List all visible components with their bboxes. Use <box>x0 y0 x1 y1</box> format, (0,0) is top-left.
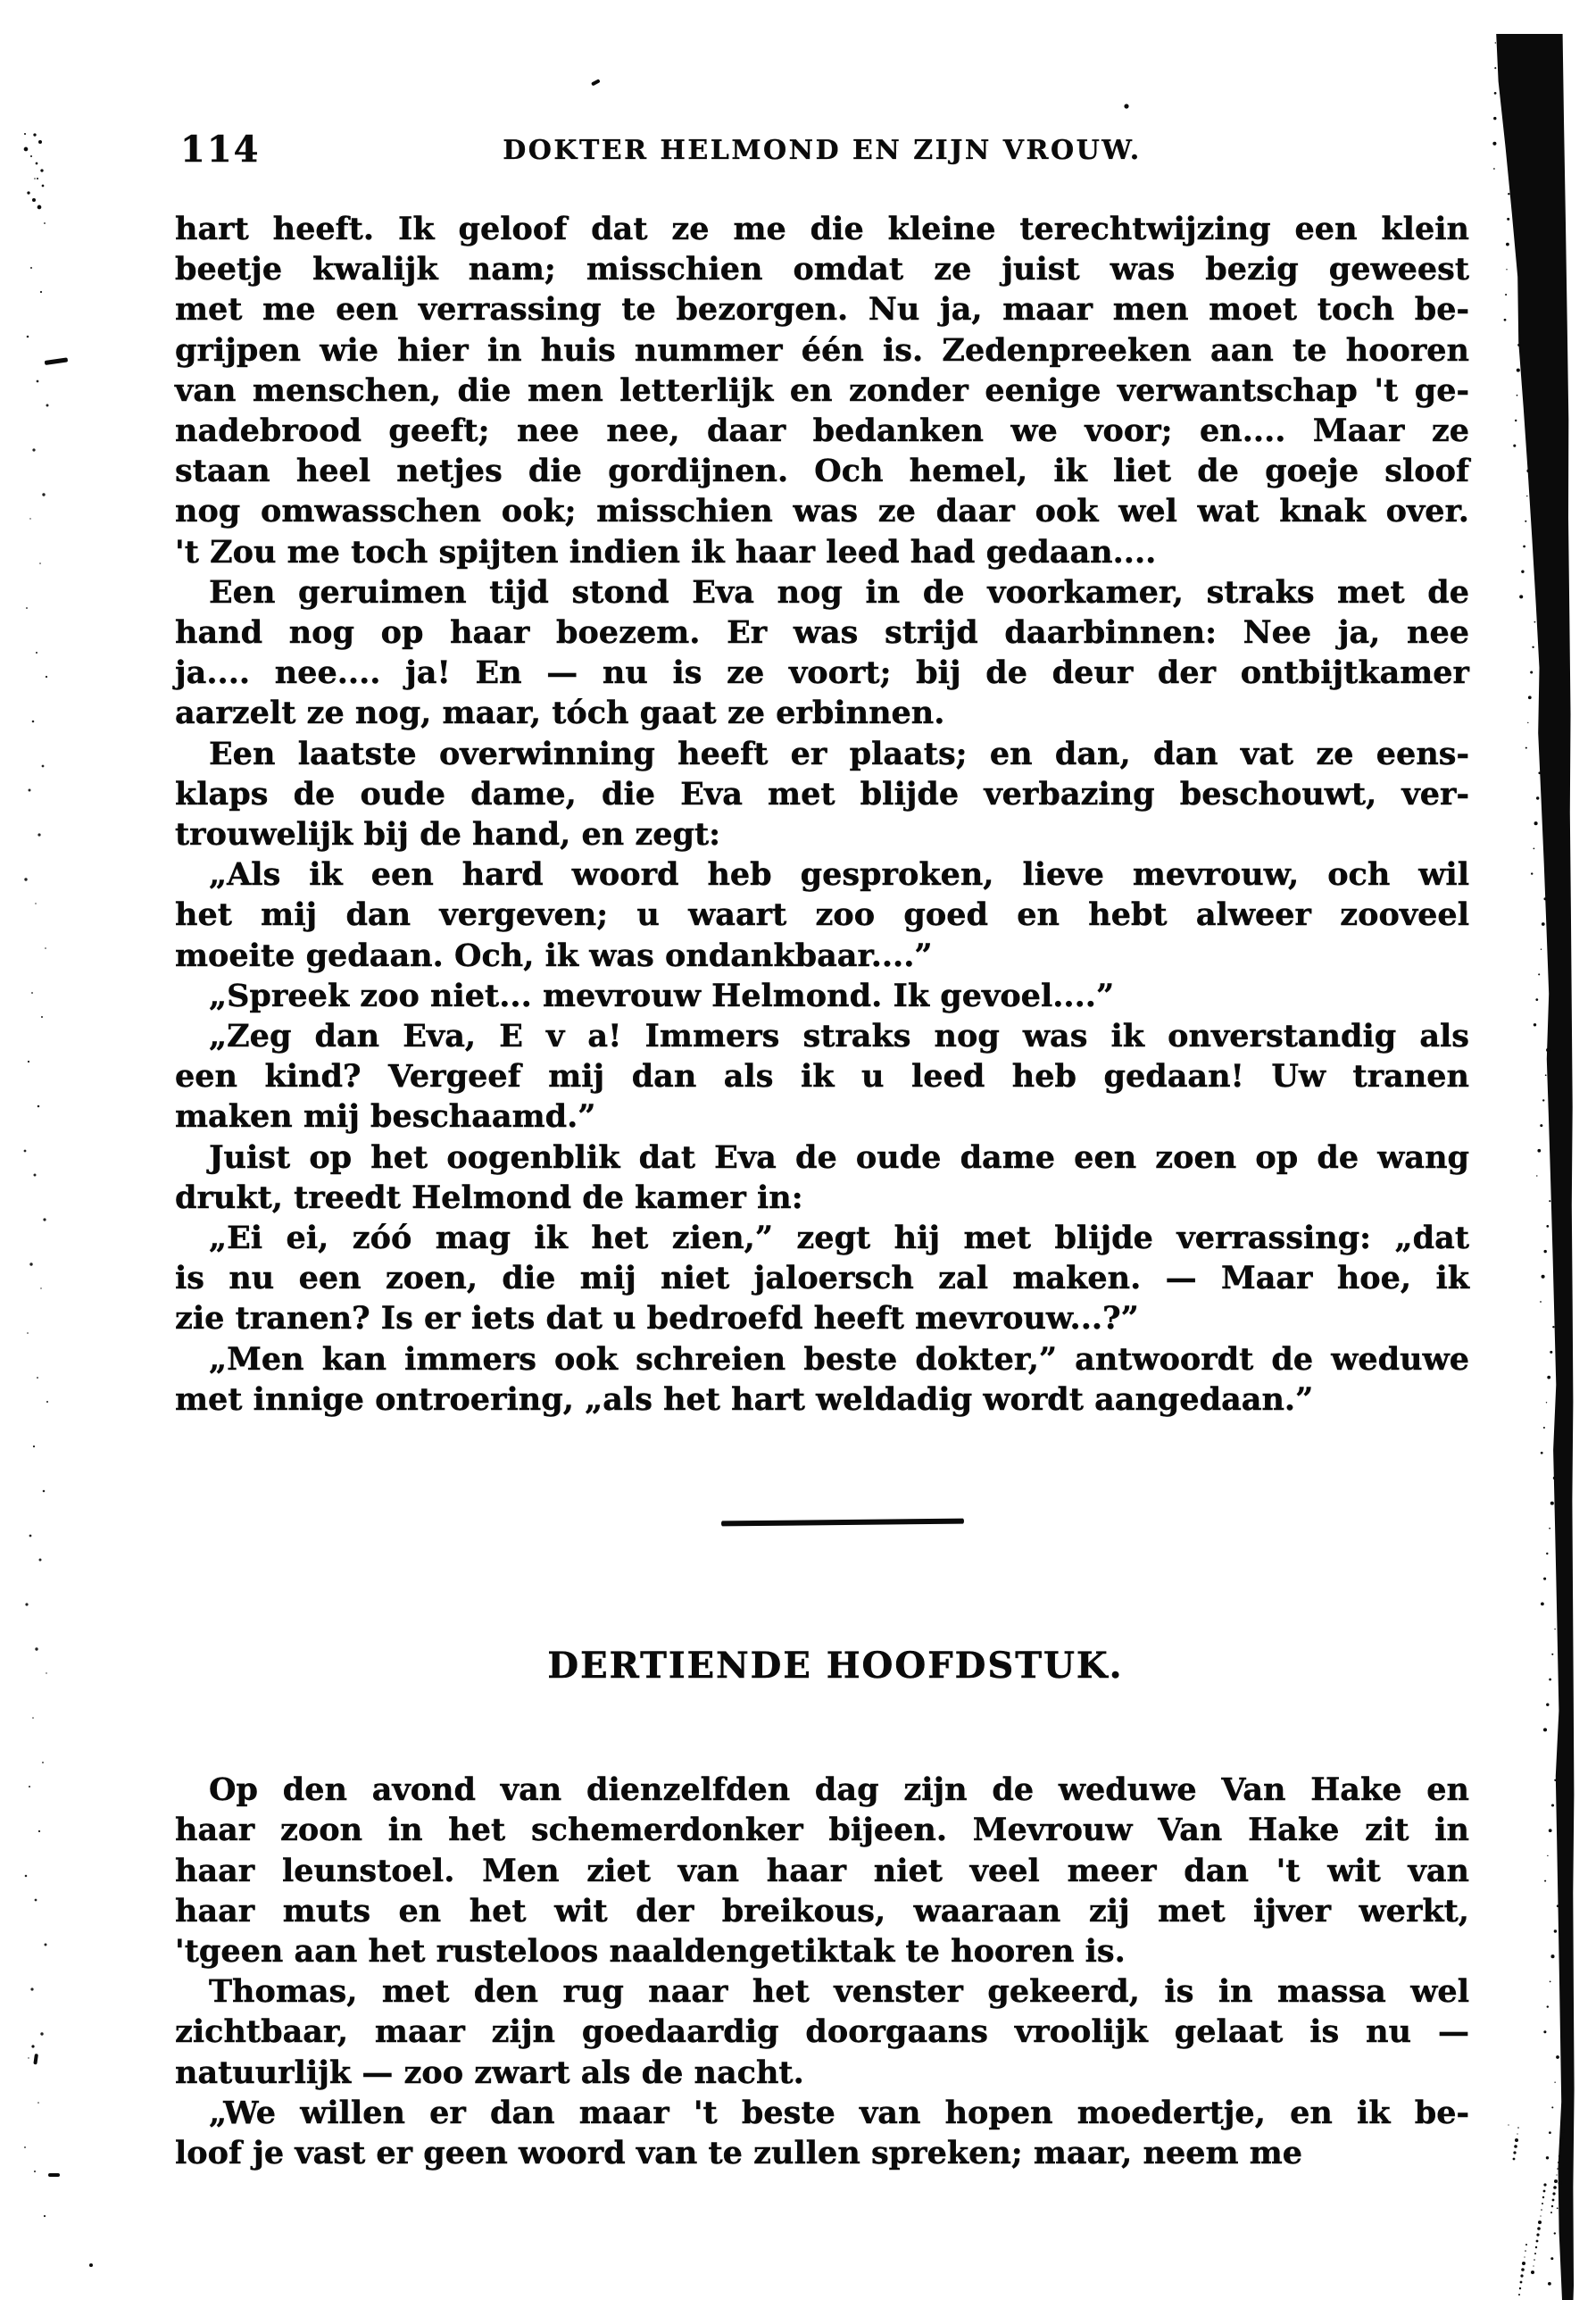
paragraph <box>175 976 1469 1016</box>
text-line: zie tranen? Is er iets dat u bedroefd heeft mevrouw...?” <box>175 1300 1139 1338</box>
text-line: staan heel netjes die gordijnen. Och hemel, ik liet de goeje sloof <box>175 453 1469 490</box>
text-line: drukt, treedt Helmond de kamer in: <box>175 1179 803 1216</box>
text-line: met innige ontroering, „als het hart weldadig wordt aangedaan.” <box>175 1380 1314 1418</box>
text-line: hart heeft. Ik geloof dat ze me die kleine terechtwijzing een klein <box>175 211 1469 247</box>
text-line: ja.... nee.... ja! En — nu is ze voort; bij de deur der ontbijtkamer <box>175 654 1469 692</box>
chapter-heading: DERTIENDE HOOFDSTUK. <box>547 1645 1124 1688</box>
text-line: trouwelijk bij de hand, en zegt: <box>175 816 721 854</box>
text-line: maken mij beschaamd.” <box>175 1098 596 1136</box>
text-line: moeite gedaan. Och, ik was ondankbaar....” <box>175 937 933 974</box>
text-line: aarzelt ze nog, maar, tóch gaat ze erbinnen. <box>175 695 945 732</box>
paragraph <box>175 1016 1469 1138</box>
paragraph <box>175 1218 1469 1339</box>
pen-mark-left-margin <box>45 357 68 365</box>
text-line: „We willen er dan maar 't beste van hopen moedertje, en ik be- <box>209 2094 1469 2131</box>
paragraph <box>175 209 1469 572</box>
text-line: nadebrood geeft; nee nee, daar bedanken we voor; en.... Maar ze <box>175 412 1469 450</box>
text-line: 'tgeen aan het rusteloos naaldengetiktak te hooren is. <box>175 1932 1126 1970</box>
text-line: „Spreek zoo niet... mevrouw Helmond. Ik gevoel....” <box>209 977 1115 1014</box>
text-line: „Als ik een hard woord heb gesproken, lieve mevrouw, och wil <box>209 856 1469 894</box>
text-line: Thomas, met den rug naar het venster gekeerd, is in massa wel <box>209 1973 1469 2011</box>
page-number: 114 <box>180 129 261 171</box>
paragraph <box>175 734 1469 855</box>
text-line: is nu een zoen, die mij niet jaloersch zal maken. — Maar hoe, ik <box>175 1260 1469 1297</box>
text-line: „Ei ei, zóó mag ik het zien,” zegt hij met blijde verrassing: „dat <box>209 1220 1469 1257</box>
paragraph <box>175 1138 1469 1218</box>
text-line: van menschen, die men letterlijk en zonder eenige verwantschap 't ge- <box>175 371 1469 409</box>
text-line: Een laatste overwinning heeft er plaats; en dan, dan vat ze eens- <box>209 735 1469 772</box>
running-title: DOKTER HELMOND EN ZIJN VROUW. <box>503 135 1142 166</box>
text-line: loof je vast er geen woord van te zullen spreken; maar, neem me <box>175 2134 1303 2171</box>
paragraph <box>175 854 1469 976</box>
section-divider <box>721 1519 964 1527</box>
text-line: Op den avond van dienzelfden dag zijn de weduwe Van Hake en <box>209 1771 1469 1809</box>
text-line: hand nog op haar boezem. Er was strijd daarbinnen: Nee ja, nee <box>175 614 1469 652</box>
text-line: haar zoon in het schemerdonker bijeen. Mevrouw Van Hake zit in <box>175 1812 1469 1849</box>
text-line: zichtbaar, maar zijn goedaardig doorgaans vroolijk gelaat is nu — <box>175 2013 1469 2051</box>
text-line: Juist op het oogenblik dat Eva de oude dame een zoen op de wang <box>209 1138 1469 1176</box>
text-line: „Zeg dan Eva, E v a! Immers straks nog was ik onverstandig als <box>209 1018 1469 1055</box>
page-body <box>175 209 1469 2173</box>
text-line: haar leunstoel. Men ziet van haar niet veel meer dan 't wit van <box>175 1852 1469 1889</box>
text-line: grijpen wie hier in huis nummer één is. Zedenpreeken aan te hooren <box>175 331 1469 369</box>
text-line: natuurlijk — zoo zwart als de nacht. <box>175 2054 804 2091</box>
text-line: beetje kwalijk nam; misschien omdat ze juist was bezig geweest <box>175 251 1469 288</box>
paragraph <box>175 572 1469 734</box>
paragraph <box>175 1770 1469 1971</box>
paragraph <box>175 1339 1469 1420</box>
text-line: „Men kan immers ook schreien beste dokter,” antwoordt de weduwe <box>209 1340 1469 1378</box>
text-line: nog omwasschen ook; misschien was ze daar ook wel wat knak over. <box>175 493 1469 530</box>
text-line: haar muts en het wit der breikous, waaraan zij met ijver werkt, <box>175 1892 1469 1929</box>
text-line: met me een verrassing te bezorgen. Nu ja, maar men moet toch be- <box>175 291 1469 329</box>
text-line: 't Zou me toch spijten indien ik haar leed had gedaan.... <box>175 533 1157 571</box>
paragraph <box>175 2093 1469 2173</box>
text-line: een kind? Vergeef mij dan als ik u leed heb gedaan! Uw tranen <box>175 1058 1469 1096</box>
text-line: klaps de oude dame, die Eva met blijde verbazing beschouwt, ver- <box>175 775 1469 812</box>
text-line: Een geruimen tijd stond Eva nog in de voorkamer, straks met de <box>209 573 1469 611</box>
gutter-shadow <box>1496 34 1574 2300</box>
text-line: het mij dan vergeven; u waart zoo goed en hebt alweer zooveel <box>175 896 1469 934</box>
paragraph <box>175 1971 1469 2093</box>
